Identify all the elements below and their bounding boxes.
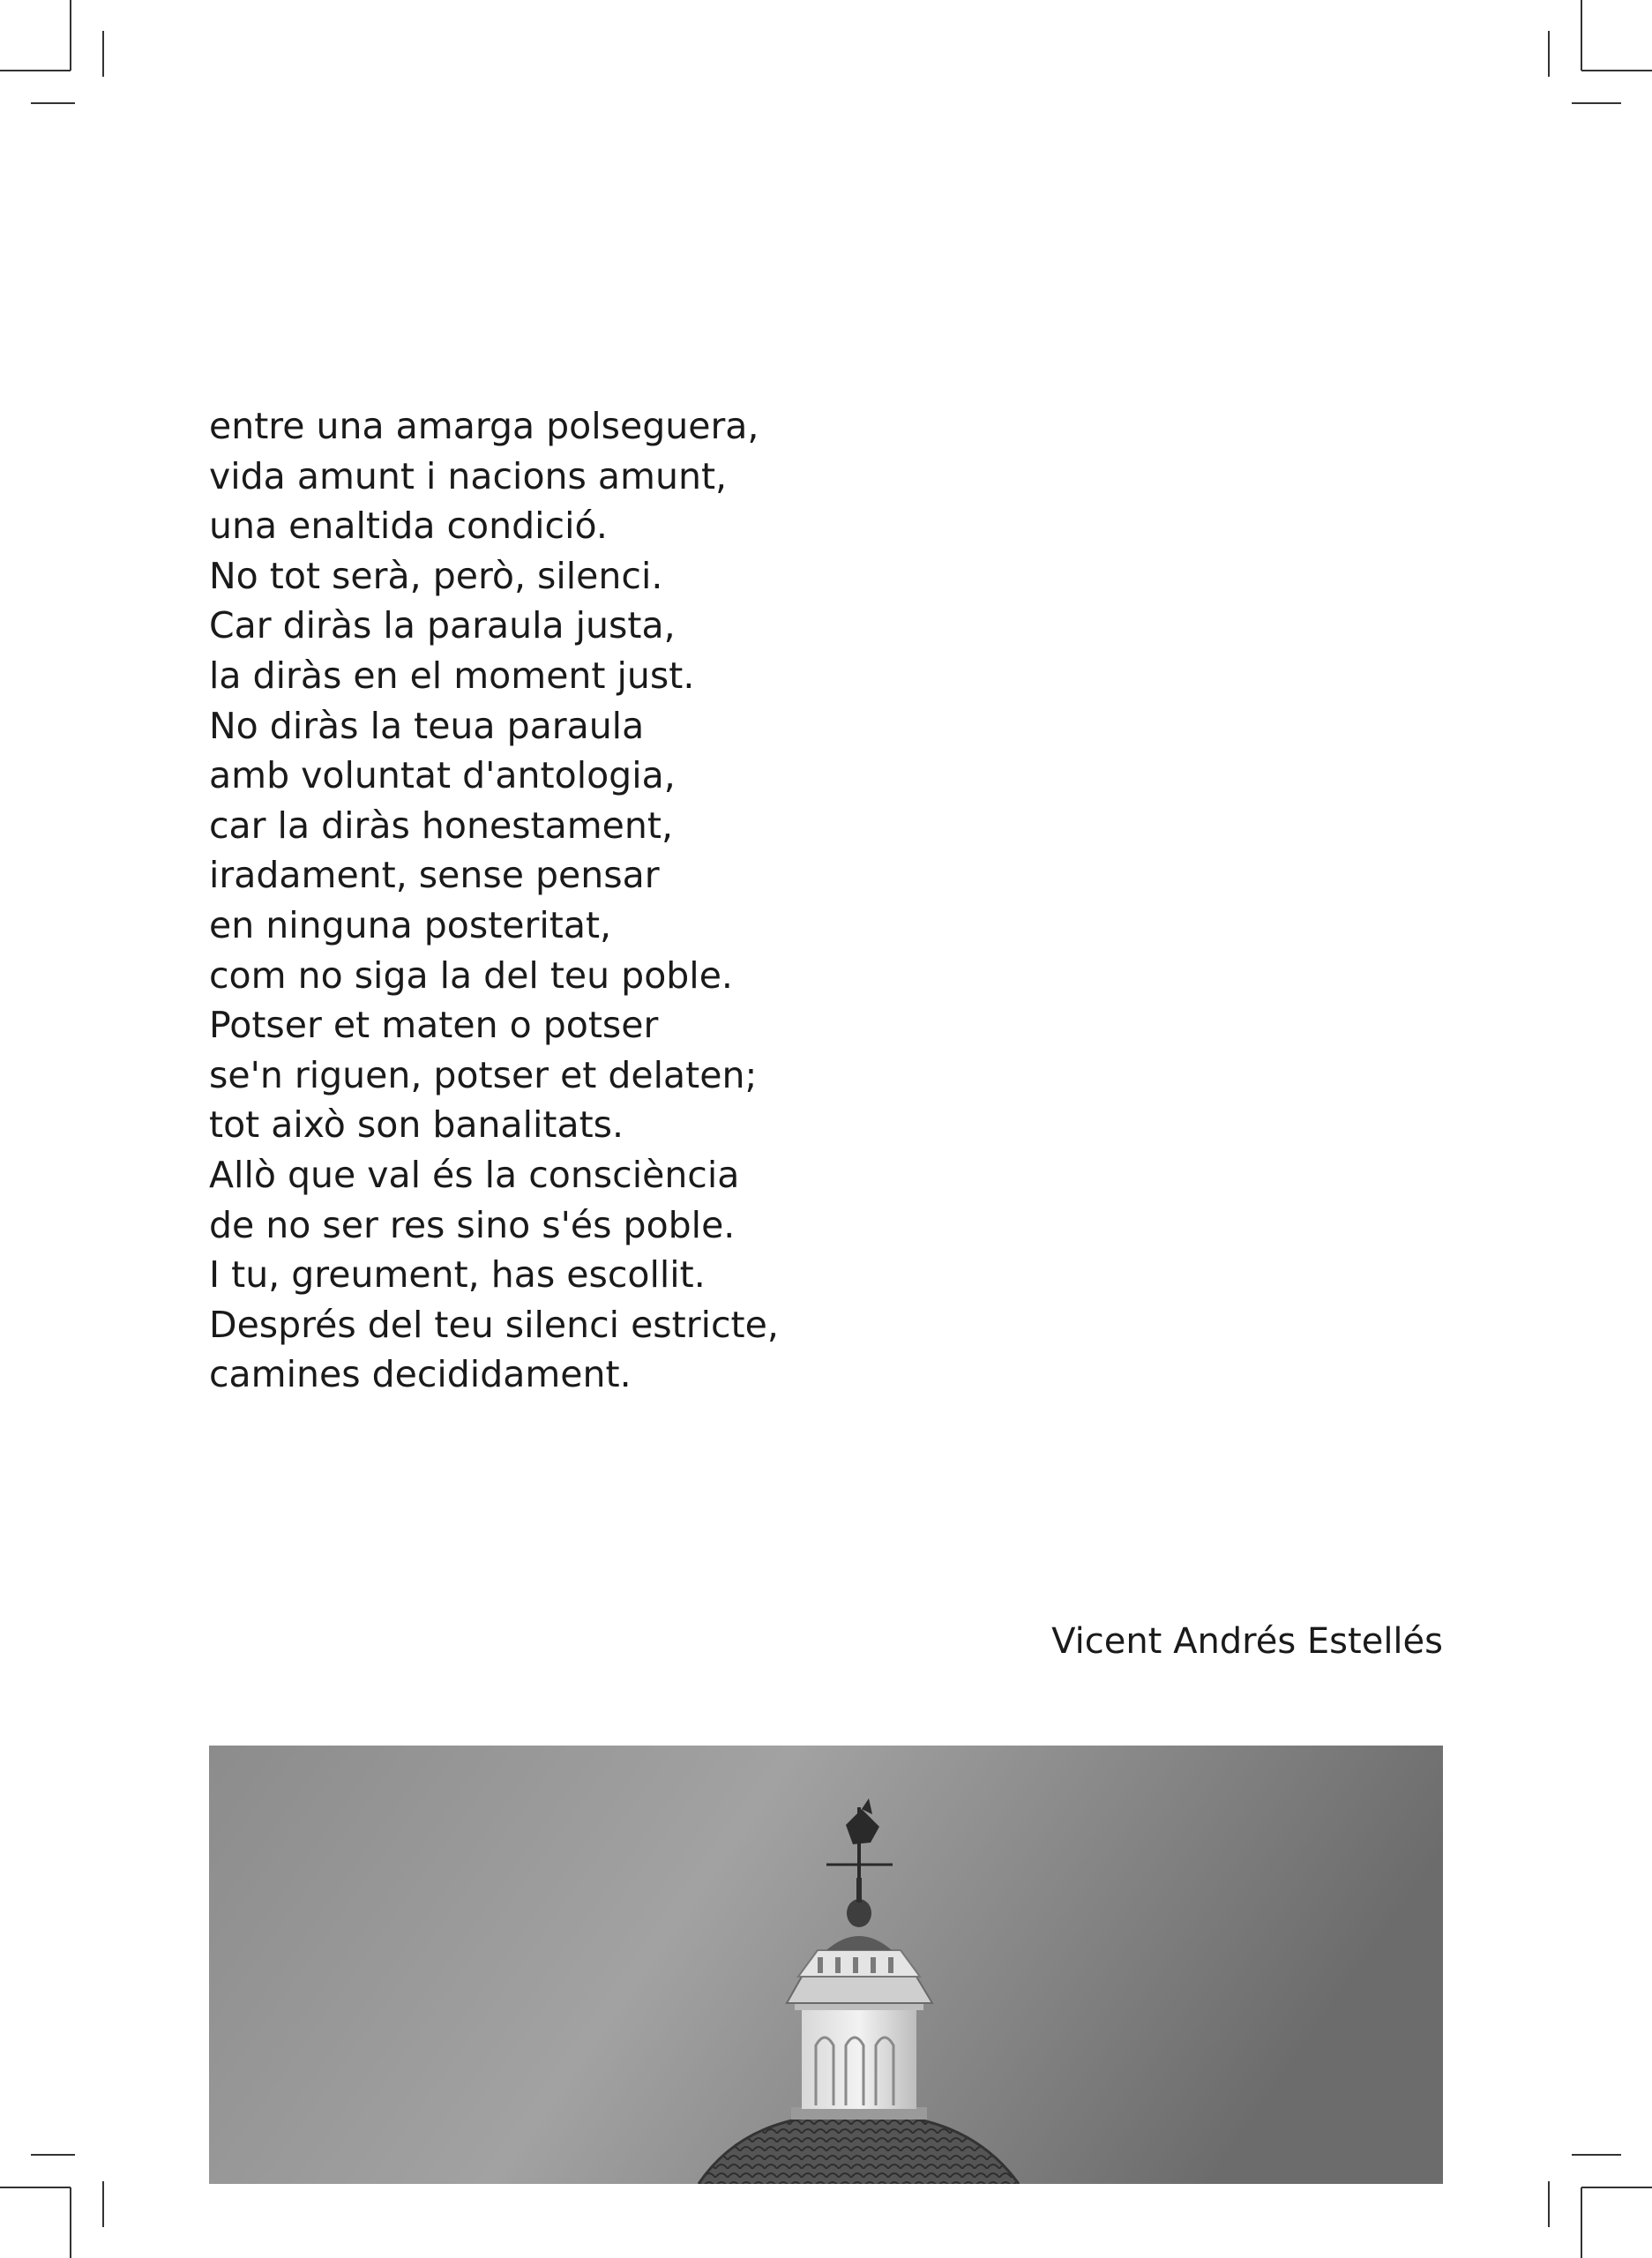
poem-line: Car diràs la paraula justa, xyxy=(209,604,676,647)
poem-line: Després del teu silenci estricte, xyxy=(209,1303,779,1346)
poem-line: I tu, greument, has escollit. xyxy=(209,1253,706,1297)
poem-line: en ninguna posteritat, xyxy=(209,903,612,946)
poem-line: No tot serà, però, silenci. xyxy=(209,554,663,597)
poem-line: iradament, sense pensar xyxy=(209,854,660,897)
poem-line: No diràs la teua paraula xyxy=(209,704,645,747)
poem-line: Potser et maten o potser xyxy=(209,1004,659,1047)
poem-body xyxy=(209,401,1003,1400)
poem-line: de no ser res sino s'és poble. xyxy=(209,1203,736,1246)
poem-line: la diràs en el moment just. xyxy=(209,654,695,697)
poem-line: com no siga la del teu poble. xyxy=(209,953,733,997)
author-name: Vicent Andrés Estellés xyxy=(1051,1621,1443,1662)
poem-line: amb voluntat d'antologia, xyxy=(209,754,676,797)
church-dome-photo xyxy=(209,1746,1443,2184)
poem-line: car la diràs honestament, xyxy=(209,804,673,847)
poem-line: una enaltida condició. xyxy=(209,505,608,548)
poem-line: vida amunt i nacions amunt, xyxy=(209,454,728,497)
poem-line: se'n riguen, potser et delaten; xyxy=(209,1053,758,1096)
poem-line: camines decididament. xyxy=(209,1353,632,1396)
poem-line: entre una amarga polseguera, xyxy=(209,405,759,447)
poem-line: Allò que val és la consciència xyxy=(209,1153,740,1196)
poem-line: tot això son banalitats. xyxy=(209,1103,624,1147)
